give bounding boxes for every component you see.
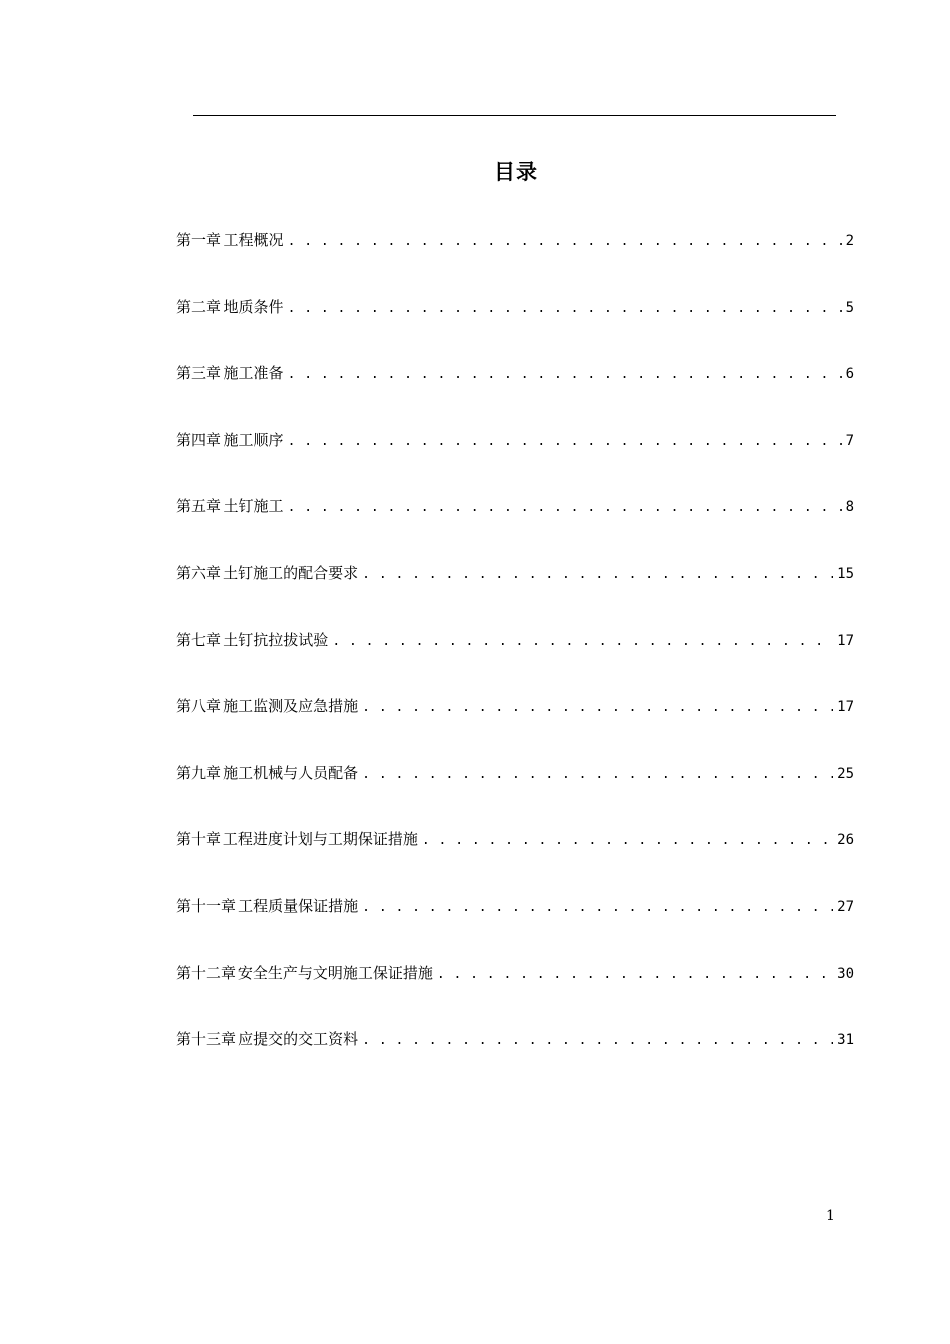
- toc-page-number: 8: [845, 499, 854, 516]
- toc-entry[interactable]: [176, 958, 854, 1025]
- toc-page-number: 2: [845, 233, 854, 249]
- toc-entry-title: 工程进度计划与工期保证措施: [222, 830, 418, 849]
- dot-leader: [362, 560, 833, 590]
- toc-chapter-label: 第五章: [176, 497, 222, 516]
- toc-entry[interactable]: [176, 292, 854, 359]
- toc-entry[interactable]: [176, 358, 854, 425]
- toc-entry[interactable]: [176, 824, 854, 891]
- toc-chapter-label: 第九章: [176, 763, 222, 782]
- toc-entry[interactable]: [176, 625, 854, 692]
- toc-page-number: 7: [845, 432, 854, 449]
- dot-leader: [422, 826, 833, 856]
- toc-page-number: 31: [837, 1032, 854, 1049]
- toc-entry[interactable]: [176, 691, 854, 758]
- toc-page-number: 15: [837, 565, 854, 582]
- toc-chapter-label: 第四章: [176, 430, 222, 449]
- toc-page-number: 5: [845, 299, 854, 316]
- toc-entry-title: 土钉抗拉拔试验: [223, 630, 329, 649]
- toc-entry[interactable]: [176, 758, 854, 825]
- toc-entry[interactable]: [176, 491, 854, 558]
- toc-entry[interactable]: [176, 225, 854, 292]
- toc-chapter-label: 第十三章: [176, 1030, 237, 1049]
- toc-chapter-label: 第十一章: [176, 896, 237, 915]
- dot-leader: [332, 627, 833, 657]
- toc-chapter-label: 第八章: [176, 697, 222, 716]
- dot-leader: [288, 294, 842, 324]
- dot-leader: [288, 427, 842, 457]
- toc-chapter-label: 第七章: [176, 630, 222, 649]
- toc-entry-title: 工程概况: [223, 231, 284, 249]
- toc-page-number: 30: [837, 965, 854, 982]
- toc-chapter-label: 第一章: [176, 231, 222, 249]
- toc-entry-title: 土钉施工: [223, 497, 284, 516]
- toc-entry[interactable]: [176, 1024, 854, 1091]
- toc-list: [176, 225, 854, 1091]
- dot-leader: [288, 227, 842, 257]
- dot-leader: [288, 493, 842, 523]
- toc-chapter-label: 第六章: [176, 563, 222, 582]
- toc-entry-title: 工程质量保证措施: [238, 896, 359, 915]
- dot-leader: [362, 893, 833, 923]
- toc-page-number: 25: [837, 765, 854, 782]
- toc-chapter-label: 第十二章: [176, 963, 237, 982]
- toc-entry-title: 土钉施工的配合要求: [223, 563, 359, 582]
- dot-leader: [288, 360, 842, 390]
- dot-leader: [362, 693, 833, 723]
- toc-entry-title: 施工准备: [223, 364, 284, 383]
- header-rule: [193, 115, 836, 116]
- toc-page-number: 17: [837, 699, 854, 716]
- toc-entry[interactable]: [176, 891, 854, 958]
- toc-entry-title: 安全生产与文明施工保证措施: [237, 963, 433, 982]
- toc-entry-title: 地质条件: [223, 297, 284, 316]
- toc-page-number: 27: [837, 898, 854, 915]
- toc-page-number: 17: [837, 632, 854, 649]
- toc-chapter-label: 第二章: [176, 297, 222, 316]
- toc-entry[interactable]: [176, 425, 854, 492]
- toc-chapter-label: 第十章: [176, 830, 222, 849]
- dot-leader: [437, 960, 833, 990]
- toc-entry-title: 施工顺序: [223, 430, 284, 449]
- toc-entry-title: 施工监测及应急措施: [223, 697, 359, 716]
- toc-entry[interactable]: [176, 558, 854, 625]
- toc-chapter-label: 第三章: [176, 364, 222, 383]
- toc-title: 目录: [494, 160, 538, 184]
- toc-page-number: 6: [845, 366, 854, 383]
- toc-entry-title: 应提交的交工资料: [238, 1030, 359, 1049]
- toc-entry-title: 施工机械与人员配备: [223, 763, 359, 782]
- toc-page-number: 26: [837, 832, 854, 849]
- dot-leader: [362, 1026, 833, 1056]
- page-number: 1: [826, 1208, 835, 1224]
- dot-leader: [362, 760, 833, 790]
